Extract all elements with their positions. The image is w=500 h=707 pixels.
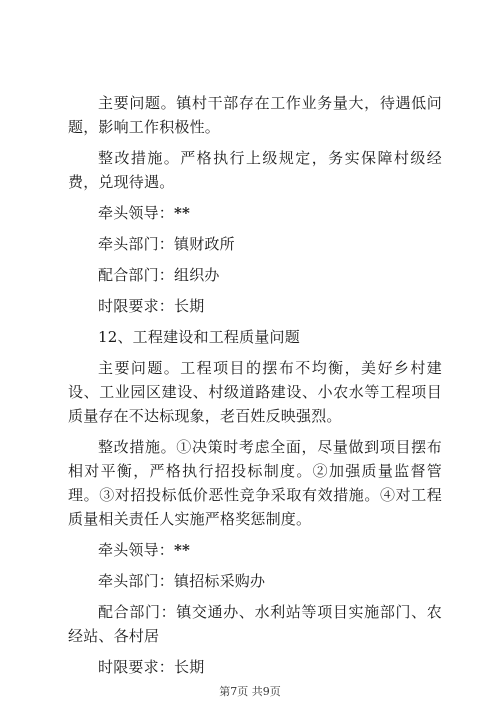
page-number-footer: 第7页 共9页 bbox=[219, 685, 281, 698]
lead-leader-label: 牵头领导： bbox=[98, 541, 175, 559]
paragraph-lead-leader-2 bbox=[68, 538, 442, 562]
document-body bbox=[68, 91, 442, 686]
paragraph-rectification-1: 整改措施。严格执行上级规定，务实保障村级经费，兑现待遇。 bbox=[68, 149, 442, 191]
lead-leader-value: ** bbox=[174, 541, 191, 559]
paragraph-coop-department-1: 配合部门：组织办 bbox=[98, 266, 220, 284]
section-heading-12: 12、工程建设和工程质量问题 bbox=[98, 328, 300, 346]
paragraph-lead-department-1: 牵头部门：镇财政所 bbox=[98, 235, 235, 253]
paragraph-deadline-1: 时限要求：长期 bbox=[98, 297, 205, 315]
lead-leader-value: ** bbox=[174, 204, 191, 222]
paragraph-deadline-2: 时限要求：长期 bbox=[98, 658, 205, 676]
paragraph-main-problem-2: 主要问题。工程项目的摆布不均衡，美好乡村建设、工业园区建设、村级道路建设、小农水等工程项目质量存在不达标现象，老百姓反映强烈。 bbox=[68, 359, 442, 425]
lead-leader-label: 牵头领导： bbox=[98, 204, 175, 222]
paragraph-rectification-2: 整改措施。①决策时考虑全面，尽量做到项目摆布相对平衡，严格执行招投标制度。②加强质量监督管理。③对招投标低价恶性竞争采取有效措施。④对工程质量相关责任人实施严格奖惩制度。 bbox=[68, 438, 442, 528]
paragraph-lead-department-2: 牵头部门：镇招标采购办 bbox=[98, 572, 266, 590]
paragraph-lead-leader-1 bbox=[68, 201, 442, 225]
paragraph-main-problem-1: 主要问题。镇村干部存在工作业务量大，待遇低问题，影响工作积极性。 bbox=[68, 94, 442, 136]
paragraph-coop-department-2: 配合部门：镇交通办、水利站等项目实施部门、农经站、各村居 bbox=[68, 603, 442, 645]
